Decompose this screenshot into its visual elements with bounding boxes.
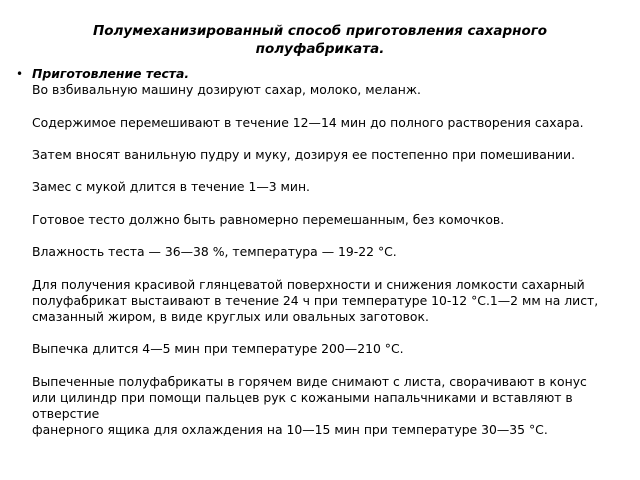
paragraph: Выпечка длится 4—5 мин при температуре 200—210 °С.	[32, 341, 404, 357]
slide-title: Полумеханизированный способ приготовления сахарного полуфабриката.	[92, 23, 548, 57]
paragraph: Во взбивальную машину дозируют сахар, молоко, меланж.	[32, 82, 421, 98]
bullet-item	[14, 66, 614, 439]
paragraph: Замес с мукой длится в течение 1—3 мин.	[32, 179, 310, 195]
paragraph: Для получения красивой глянцеватой поверхности и снижения ломкости сахарный полуфабрикат выстаивают в течение 24 ч при температуре 10-12 °С.1—2 мм на лист, смазанный жиром, в виде круглых или овальных заготовок.	[32, 276, 599, 324]
paragraph: Влажность теста — 36—38 %, температура — 19-22 °С.	[32, 244, 397, 260]
paragraph: Затем вносят ванильную пудру и муку, дозируя ее постепенно при помешивании.	[32, 146, 576, 162]
section-heading: Приготовление теста.	[32, 66, 190, 81]
paragraph: Выпеченные полуфабрикаты в горячем виде снимают с листа, сворачивают в конус или цилиндр при помощи пальцев рук с кожаными напальчниками и вставляют в отверстие	[32, 373, 587, 422]
bullet-icon: •	[16, 67, 24, 81]
content-body	[14, 66, 614, 439]
paragraph: Готовое тесто должно быть равномерно перемешанным, без комочков.	[32, 211, 505, 227]
paragraph: Содержимое перемешивают в течение 12—14 мин до полного растворения сахара.	[32, 114, 584, 130]
paragraph: фанерного ящика для охлаждения на 10—15 мин при температуре 30—35 °С.	[32, 422, 548, 438]
